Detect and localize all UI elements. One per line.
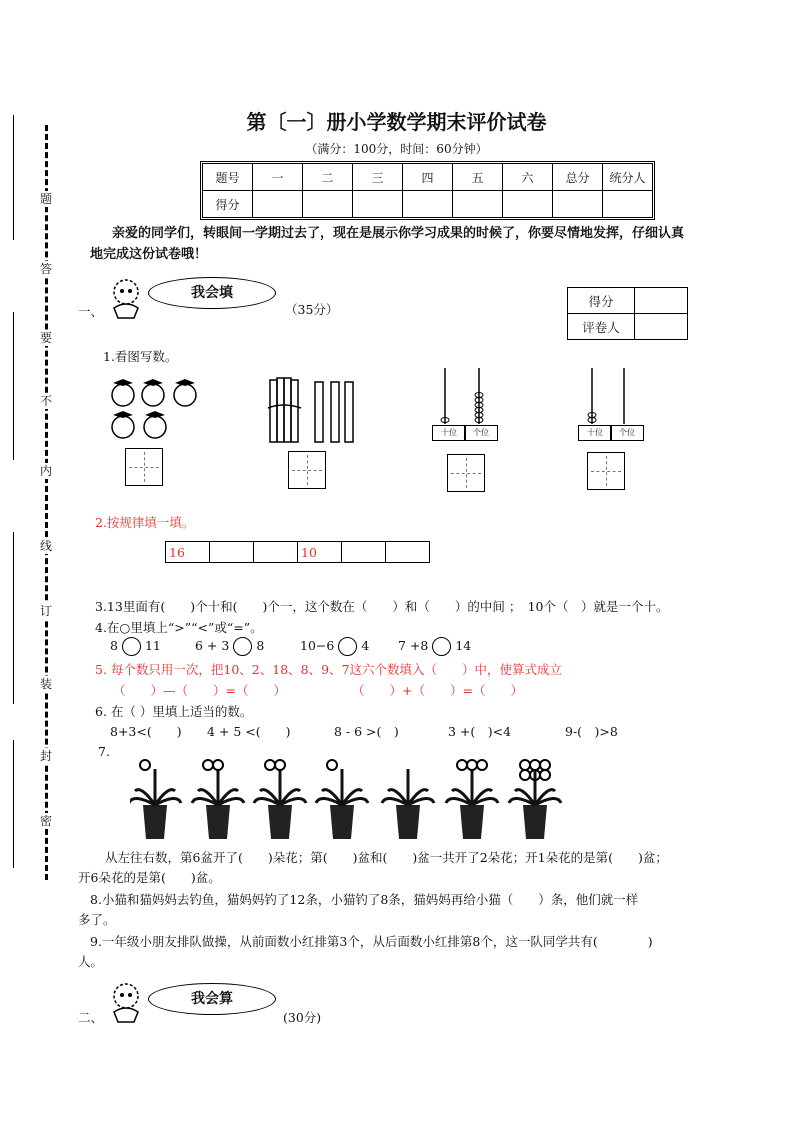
compare-item: 7 +8 14 [398,637,471,656]
compare-item: 6 + 3 8 [195,637,264,656]
question-9: 人。 [78,954,104,969]
header-cell: 统分人 [603,164,653,191]
question-3: 3.13里面有( )个十和( )个一，这个数在（ ）和（ ）的中间 ； 10个（ ）就是一个十。 [95,599,669,614]
margin-line [13,740,14,868]
subtitle: （满分：100分，时间：60分钟） [305,142,488,156]
grader-label: 评卷人 [568,314,635,340]
question-8: 8.小猫和猫妈妈去钓鱼，猫妈妈钓了12条，小猫钓了8条，猫妈妈再给小猫（ ）条，他们就一样 [90,892,639,907]
page-title: 第〔一〕册小学数学期末评价试卷 [246,110,547,134]
flower-pots-picture [130,755,570,845]
question-9: 9.一年级小朋友排队做操，从前面数小红排第3个，从后面数小红排第8个，这一队同学共有( ) [90,934,653,949]
abacus-16 [432,366,502,426]
sequence-cell: 16 [166,542,210,563]
sticks-picture [265,374,360,446]
tens-label: 十位 [432,425,466,441]
flower-pot [446,760,498,839]
question-7: 7. [98,744,110,759]
ones-label: 个位 [610,425,644,441]
flower [520,770,530,780]
score-input[interactable] [635,288,688,314]
section-badge: 我会算 [148,983,276,1015]
margin-char: 密 [36,813,56,829]
flower [540,770,550,780]
score-cell[interactable] [553,191,603,218]
section-number: 一、 [78,304,104,319]
flower [530,760,540,770]
header-cell: 六 [503,164,553,191]
question-7-text: 从左往右数，第6盆开了( )朵花；第( )盆和( )盆一共开了2朵花；开1朵花的是第( )盆； [105,850,668,865]
section-points: （35分） [285,302,339,317]
compare-circle[interactable] [338,637,357,656]
margin-line [13,312,14,460]
score-cell[interactable] [253,191,303,218]
sequence-cell[interactable] [342,542,386,563]
margin-char: 不 [36,393,56,409]
intro-line: 地完成这份试卷哦！ [90,247,208,262]
question-4: 4.在○里填上“>”“<”或“=”。 [95,620,263,635]
flower [203,760,213,770]
compare-circle[interactable] [233,637,252,656]
header-cell: 二 [303,164,353,191]
fill-item: 3 +( )<4 [448,724,512,739]
section-points: (30分) [283,1010,322,1025]
compare-item: 8 11 [110,637,161,656]
header-cell: 题号 [203,164,253,191]
score-cell[interactable] [453,191,503,218]
abacus-20 [578,366,648,426]
compare-item: 10−6 4 [300,637,369,656]
flower [477,760,487,770]
fill-item: 8+3<( ) [110,724,182,739]
fruit-picture [105,375,205,441]
question-8: 多了。 [78,912,116,927]
score-label: 得分 [568,288,635,314]
flower [520,760,530,770]
flower-pot [254,760,306,839]
flower-pot [192,760,244,839]
score-cell[interactable] [403,191,453,218]
question-5: 5. 每个数只用一次，把10、2、18、8、9、7这六个数填入（ ）中，使算式成立 [95,662,563,677]
flower [467,760,477,770]
flower [457,760,467,770]
header-cell: 五 [453,164,503,191]
tens-label: 十位 [578,425,612,441]
question-6: 6. 在（ ）里填上适当的数。 [95,704,253,719]
equation-plus: （ ）+（ ）=（ ） [352,683,523,698]
score-cell[interactable] [303,191,353,218]
mascot-icon [104,276,148,320]
margin-char: 封 [36,748,56,764]
compare-circle[interactable] [432,637,451,656]
margin-char: 订 [36,603,56,619]
margin-char: 答 [36,261,56,277]
margin-char: 装 [36,676,56,692]
flower [327,760,337,770]
intro-line: 亲爱的同学们，转眼间一学期过去了，现在是展示你学习成果的时候了，你要尽情地发挥，仔细认真 [112,226,685,241]
flower-pot [316,760,368,839]
score-table [202,163,653,218]
flower [540,760,550,770]
flower [213,760,223,770]
header-cell: 四 [403,164,453,191]
sequence-table [165,541,430,563]
flower [265,760,275,770]
question-1: 1.看图写数。 [103,349,178,364]
answer-box[interactable] [288,451,326,489]
score-cell[interactable] [503,191,553,218]
compare-circle[interactable] [122,637,141,656]
fill-item: 8 - 6 >( ) [334,724,399,739]
header-cell: 一 [253,164,303,191]
question-2: 2.按规律填一填。 [95,515,195,530]
sequence-cell[interactable] [210,542,254,563]
flower [275,760,285,770]
grader-input[interactable] [635,314,688,340]
margin-char: 线 [36,538,56,554]
fill-item: 9-( )>8 [565,724,618,739]
ones-label: 个位 [464,425,498,441]
sequence-cell: 10 [298,542,342,563]
question-7-text: 开6朵花的是第( )盆。 [78,870,221,885]
header-cell: 三 [353,164,403,191]
mascot-icon [104,980,148,1024]
answer-box[interactable] [447,454,485,492]
answer-box[interactable] [587,452,625,490]
equation-minus: （ ）—（ ）=（ ） [113,683,286,698]
answer-box[interactable] [125,448,163,486]
section-badge: 我会填 [148,277,276,309]
grading-table [567,287,688,340]
margin-char: 题 [36,191,56,207]
margin-char: 要 [36,330,56,346]
margin-char: 内 [36,463,56,479]
fill-item: 4 + 5 <( ) [207,724,291,739]
sequence-cell[interactable] [254,542,298,563]
score-cell[interactable] [603,191,653,218]
flower-pot [130,760,181,839]
header-cell: 总分 [553,164,603,191]
flower-pot [509,760,561,839]
binding-dashed-line [45,125,48,880]
section-number: 二、 [78,1010,104,1025]
row-label: 得分 [203,191,253,218]
sequence-cell[interactable] [386,542,430,563]
score-cell[interactable] [353,191,403,218]
margin-line [13,532,14,704]
flower-pot [382,769,434,839]
flower [140,760,150,770]
